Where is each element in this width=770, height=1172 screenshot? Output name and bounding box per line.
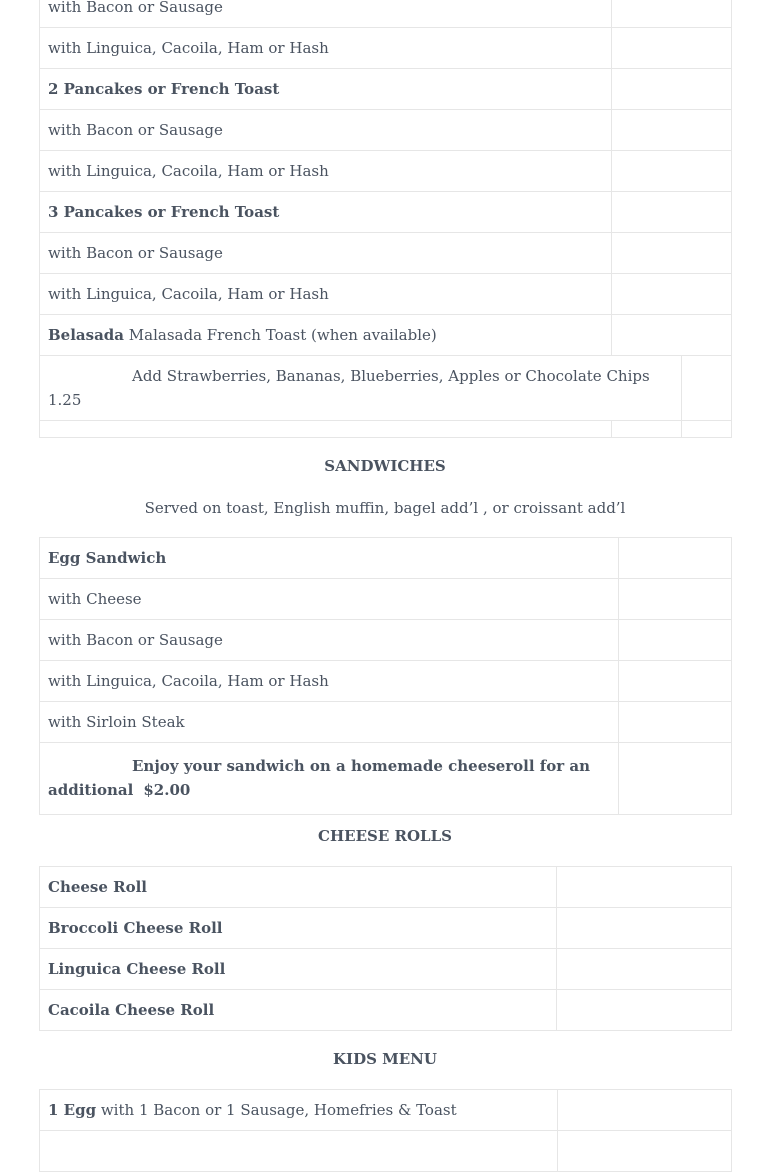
price-cell	[612, 233, 732, 274]
price-cell	[557, 908, 732, 949]
price-cell	[682, 356, 732, 421]
price-cell	[612, 69, 732, 110]
item-desc: with Linguica, Cacoila, Ham or Hash	[48, 39, 329, 57]
menu-row	[40, 233, 732, 274]
price-cell	[619, 538, 732, 579]
item-cell	[40, 28, 612, 69]
cheeseroll-price: $2.00	[143, 781, 191, 799]
cheese-rolls-section	[39, 866, 731, 1031]
kids-menu-section	[39, 1089, 731, 1172]
item-cell	[40, 538, 619, 579]
addon-text: Add Strawberries, Bananas, Blueberries, Apples or Chocolate Chips	[132, 366, 650, 385]
item-cell	[40, 151, 612, 192]
sandwiches-heading: SANDWICHES	[324, 457, 446, 475]
item-name: Belasada	[48, 326, 125, 344]
spacer-row	[40, 421, 732, 438]
menu-row	[40, 579, 732, 620]
breakfast-section	[39, 0, 731, 438]
item-desc: with Bacon or Sausage	[48, 0, 223, 16]
item-cell	[40, 661, 619, 702]
item-cell	[40, 69, 612, 110]
cheese-rolls-table	[39, 866, 732, 1031]
item-desc: with Bacon or Sausage	[48, 631, 223, 649]
menu-row	[40, 538, 732, 579]
addon-cell	[40, 356, 682, 421]
addon-row	[40, 356, 732, 421]
item-desc: with 1 Bacon or 1 Sausage, Homefries & Toast	[96, 1101, 457, 1119]
cheese-rolls-heading: CHEESE ROLLS	[318, 827, 452, 845]
empty-cell	[612, 421, 682, 438]
item-cell	[40, 274, 612, 315]
item-cell	[40, 990, 557, 1031]
item-name: Cacoila Cheese Roll	[48, 1001, 215, 1019]
menu-row	[40, 151, 732, 192]
item-desc: with Linguica, Cacoila, Ham or Hash	[48, 162, 329, 180]
item-desc: with Bacon or Sausage	[48, 244, 223, 262]
item-cell	[40, 579, 619, 620]
item-cell	[40, 1090, 558, 1131]
item-cell	[40, 192, 612, 233]
item-cell	[40, 949, 557, 990]
cheeseroll-note-cell	[40, 743, 619, 815]
price-cell	[612, 0, 732, 28]
price-cell	[612, 110, 732, 151]
menu-row	[40, 867, 732, 908]
item-cell	[40, 620, 619, 661]
menu-row	[40, 702, 732, 743]
menu-row	[40, 274, 732, 315]
price-cell	[612, 192, 732, 233]
menu-row	[40, 990, 732, 1031]
menu-row	[40, 0, 732, 28]
item-cell	[40, 702, 619, 743]
menu-row	[40, 192, 732, 233]
sandwiches-subline: Served on toast, English muffin, bagel add’l , or croissant add’l	[144, 499, 626, 517]
kids-menu-table	[39, 1089, 732, 1172]
price-cell	[557, 867, 732, 908]
item-name: Egg Sandwich	[48, 549, 167, 567]
item-name: 2 Pancakes or French Toast	[48, 80, 280, 98]
price-cell	[558, 1090, 732, 1131]
menu-row	[40, 620, 732, 661]
item-desc: Malasada French Toast (when available)	[124, 326, 437, 344]
menu-row	[40, 69, 732, 110]
price-cell	[612, 28, 732, 69]
item-name: 3 Pancakes or French Toast	[48, 203, 280, 221]
item-desc: with Linguica, Cacoila, Ham or Hash	[48, 285, 329, 303]
price-cell	[557, 990, 732, 1031]
item-desc: with Linguica, Cacoila, Ham or Hash	[48, 672, 329, 690]
breakfast-table	[39, 0, 732, 438]
empty-cell	[682, 421, 732, 438]
menu-row	[40, 110, 732, 151]
cheeseroll-note-row	[40, 743, 732, 815]
item-cell	[40, 110, 612, 151]
price-cell	[619, 702, 732, 743]
kids-menu-heading: KIDS MENU	[333, 1050, 437, 1068]
price-cell	[619, 620, 732, 661]
item-name: Broccoli Cheese Roll	[48, 919, 223, 937]
price-cell	[557, 949, 732, 990]
price-cell	[612, 274, 732, 315]
menu-row	[40, 949, 732, 990]
price-cell	[558, 1131, 732, 1172]
price-cell	[619, 743, 732, 815]
item-name: Cheese Roll	[48, 878, 148, 896]
item-desc: with Bacon or Sausage	[48, 121, 223, 139]
sandwiches-table	[39, 537, 732, 815]
sandwiches-section	[39, 537, 731, 815]
menu-row	[40, 315, 732, 356]
addon-price: 1.25	[48, 390, 82, 409]
empty-cell	[40, 421, 612, 438]
item-name: 1 Egg	[48, 1101, 97, 1119]
price-cell	[612, 151, 732, 192]
menu-row	[40, 661, 732, 702]
menu-row	[40, 1131, 732, 1172]
item-cell	[40, 908, 557, 949]
menu-row	[40, 908, 732, 949]
item-cell	[40, 1131, 558, 1172]
item-name: Linguica Cheese Roll	[48, 960, 226, 978]
menu-row	[40, 28, 732, 69]
price-cell	[619, 661, 732, 702]
item-cell	[40, 0, 612, 28]
price-cell	[612, 315, 732, 356]
menu-row	[40, 1090, 732, 1131]
item-cell	[40, 867, 557, 908]
item-desc: with Cheese	[48, 590, 142, 608]
cheeseroll-note: Enjoy your sandwich on a homemade cheeseroll for an additional	[48, 757, 590, 799]
item-cell	[40, 233, 612, 274]
item-desc: with Sirloin Steak	[48, 713, 185, 731]
price-cell	[619, 579, 732, 620]
item-cell	[40, 315, 612, 356]
